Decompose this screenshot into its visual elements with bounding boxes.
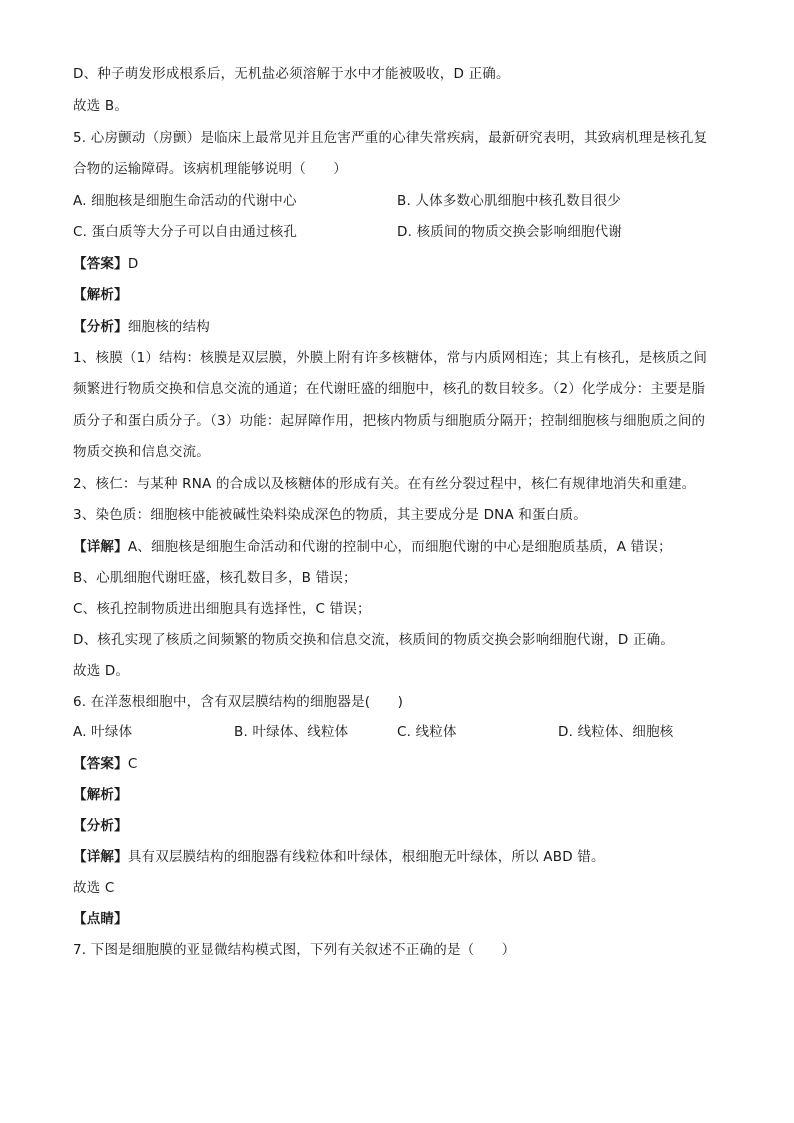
xiangjie-value: 具有双层膜结构的细胞器有线粒体和叶绿体，根细胞无叶绿体，所以 ABD 错。 xyxy=(127,849,605,865)
text-line: 质分子和蛋白质分子。（3）功能：起屏障作用，把核内物质与细胞质分隔开；控制细胞核与细胞质之间的 xyxy=(73,413,706,429)
fenxi-line xyxy=(73,317,733,337)
xiangjie-tag: 【详解】 xyxy=(73,849,128,865)
q5-option-a: A. 细胞核是细胞生命活动的代谢中心 xyxy=(73,193,297,209)
xiangjie-line xyxy=(73,847,733,867)
question-6-stem: 6. 在洋葱根细胞中，含有双层膜结构的细胞器是( ) xyxy=(73,694,404,710)
answer-tag: 【答案】 xyxy=(73,256,128,272)
text-line: 故选 D。 xyxy=(73,663,130,679)
analysis-heading: 【解析】 xyxy=(73,787,128,803)
q5-option-c: C. 蛋白质等大分子可以自由通过核孔 xyxy=(73,224,298,240)
text-line: 频繁进行物质交换和信息交流的通道；在代谢旺盛的细胞中，核孔的数目较多。（2）化学成分：主要是脂 xyxy=(73,381,706,397)
text-line: 2、核仁：与某种 RNA 的合成以及核糖体的形成有关。在有丝分裂过程中，核仁有规律地消失和重建。 xyxy=(73,476,696,492)
text-line: 1、核膜（1）结构：核膜是双层膜，外膜上附有许多核糖体，常与内质网相连；其上有核孔，是核质之间 xyxy=(73,350,708,366)
text-line: B、心肌细胞代谢旺盛，核孔数目多，B 错误； xyxy=(73,570,357,586)
q5-option-b: B. 人体多数心肌细胞中核孔数目很少 xyxy=(397,193,621,209)
answer-tag: 【答案】 xyxy=(73,756,128,772)
q5-option-d: D. 核质间的物质交换会影响细胞代谢 xyxy=(397,224,623,240)
answer-line xyxy=(73,254,733,274)
text-line: 3、染色质：细胞核中能被碱性染料染成深色的物质，其主要成分是 DNA 和蛋白质。 xyxy=(73,507,587,523)
fenxi-value: 细胞核的结构 xyxy=(127,319,211,335)
analysis-heading: 【解析】 xyxy=(73,287,128,303)
answer-value: C xyxy=(127,756,138,772)
question-5-stem-cont: 合物的运输障碍。该病机理能够说明（ ） xyxy=(73,161,347,177)
q6-option-c: C. 线粒体 xyxy=(397,724,457,740)
answer-line xyxy=(73,754,733,774)
fenxi-tag: 【分析】 xyxy=(73,319,128,335)
dianjing-heading: 【点睛】 xyxy=(73,911,128,927)
xiangjie-line xyxy=(73,537,733,557)
q6-option-a: A. 叶绿体 xyxy=(73,724,133,740)
q6-option-d: D. 线粒体、细胞核 xyxy=(558,724,674,740)
question-7-stem: 7. 下图是细胞膜的亚显微结构模式图，下列有关叙述不正确的是（ ） xyxy=(73,942,516,958)
xiangjie-value: A、细胞核是细胞生命活动和代谢的控制中心，而细胞代谢的中心是细胞质基质，A 错误； xyxy=(127,539,672,555)
text-line: D、核孔实现了核质之间频繁的物质交换和信息交流，核质间的物质交换会影响细胞代谢，D 正确。 xyxy=(73,632,675,648)
xiangjie-tag: 【详解】 xyxy=(73,539,128,555)
text-line: 物质交换和信息交流。 xyxy=(73,444,210,460)
text-line: 故选 C xyxy=(73,880,115,896)
text-line: C、核孔控制物质进出细胞具有选择性，C 错误； xyxy=(73,601,371,617)
question-5-stem: 5. 心房颤动（房颤）是临床上最常见并且危害严重的心律失常疾病，最新研究表明，其致病机理是核孔复 xyxy=(73,130,708,146)
text-line: 故选 B。 xyxy=(73,98,129,114)
answer-value: D xyxy=(127,256,139,272)
text-line: D、种子萌发形成根系后，无机盐必须溶解于水中才能被吸收，D 正确。 xyxy=(73,66,510,82)
fenxi-heading: 【分析】 xyxy=(73,818,128,834)
q6-option-b: B. 叶绿体、线粒体 xyxy=(234,724,349,740)
